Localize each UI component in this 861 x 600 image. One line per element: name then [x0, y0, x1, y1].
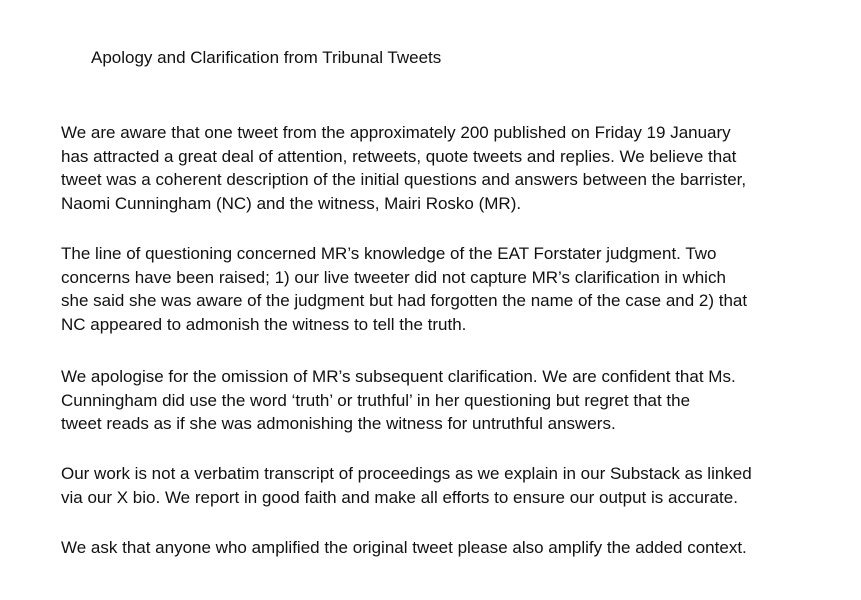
paragraph-line: Our work is not a verbatim transcript of proceedings as we explain in our Substack as linked	[61, 464, 752, 483]
paragraph-line: Naomi Cunningham (NC) and the witness, Mairi Rosko (MR).	[61, 193, 522, 213]
paragraph-line: We apologise for the omission of MR’s subsequent clarification. We are confident that Ms.	[61, 367, 736, 386]
paragraph-line: tweet was a coherent description of the initial questions and answers between the barrister,	[61, 170, 747, 189]
paragraph-line: The line of questioning concerned MR’s knowledge of the EAT Forstater judgment. Two	[61, 244, 717, 263]
paragraph-line: NC appeared to admonish the witness to tell the truth.	[61, 314, 467, 334]
paragraph-2	[61, 242, 747, 336]
paragraph-line: Cunningham did use the word ‘truth’ or truthful’ in her questioning but regret that the	[61, 390, 691, 410]
paragraph-3	[61, 365, 736, 436]
paragraph-line: We are aware that one tweet from the approximately 200 published on Friday 19 January	[61, 123, 731, 142]
paragraph-line: via our X bio. We report in good faith and make all efforts to ensure our output is accurate.	[61, 487, 738, 507]
paragraph-line: concerns have been raised; 1) our live tweeter did not capture MR’s clarification in which	[61, 267, 726, 287]
paragraph-4	[61, 462, 752, 509]
paragraph-line: tweet reads as if she was admonishing the witness for untruthful answers.	[61, 414, 616, 433]
paragraph-5	[61, 536, 747, 560]
paragraph-line: We ask that anyone who amplified the original tweet please also amplify the added context.	[61, 538, 747, 557]
paragraph-line: she said she was aware of the judgment but had forgotten the name of the case and 2) that	[61, 291, 748, 310]
paragraph-line: has attracted a great deal of attention, retweets, quote tweets and replies. We believe that	[61, 146, 737, 166]
paragraph-1	[61, 121, 746, 215]
document-title: Apology and Clarification from Tribunal Tweets	[91, 48, 442, 67]
